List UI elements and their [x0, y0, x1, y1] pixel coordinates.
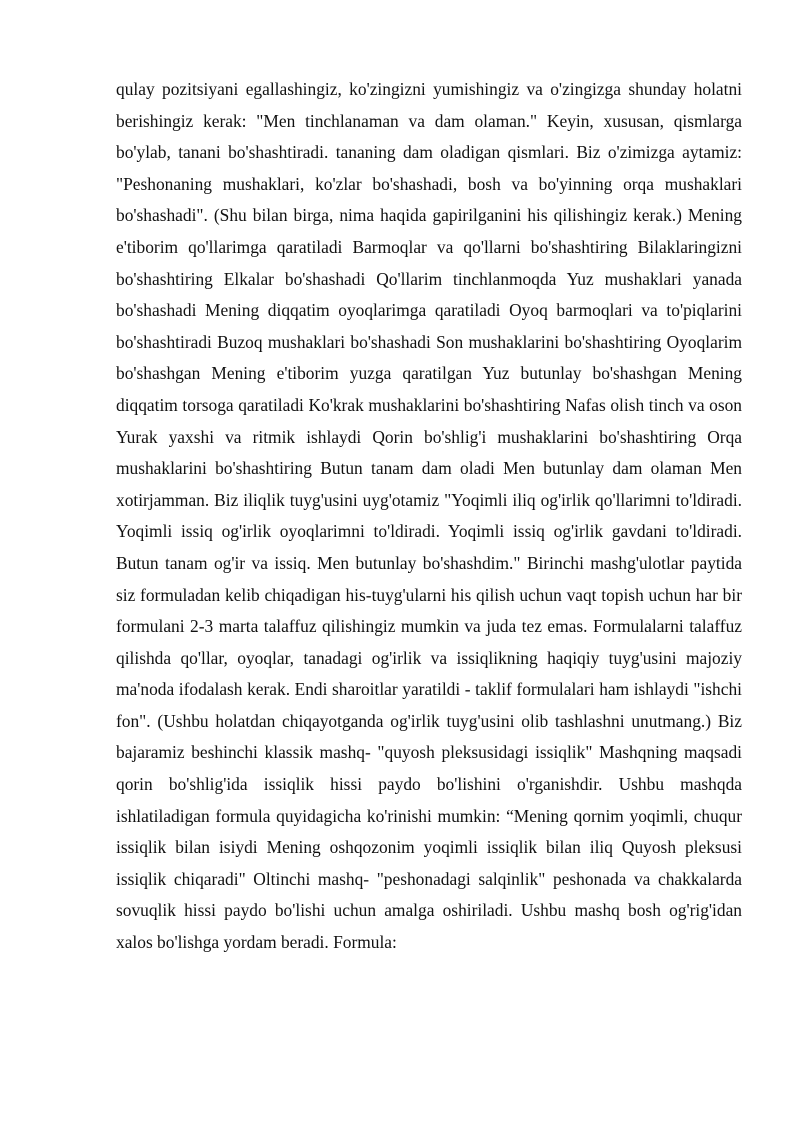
document-page: [116, 74, 742, 959]
body-paragraph: qulay pozitsiyani egallashingiz, ko'zingizni yumishingiz va o'zingizga shunday holatni berishingiz kerak: "Men tinchlanaman va dam olaman." Keyin, xususan, qismlarga bo'ylab, tanani bo'shashtiradi. tananing dam oladigan qismlari. Biz o'zimizga aytamiz: "Peshonaning mushaklari, ko'zlar bo'shashadi, bosh va bo'yinning orqa mushaklari bo'shashadi". (Shu bilan birga, nima haqida gapirilganini his qilishingiz kerak.) Mening e'tiborim qo'llarimga qaratiladi Barmoqlar va qo'llarni bo'shashtiring Bilaklaringizni bo'shashtiring Elkalar bo'shashadi Qo'llarim tinchlanmoqda Yuz mushaklari yanada bo'shashadi Mening diqqatim oyoqlarimga qaratiladi Oyoq barmoqlari va to'piqlarini bo'shashtiradi Buzoq mushaklari bo'shashadi Son mushaklarini bo'shashtiring Oyoqlarim bo'shashgan Mening e'tiborim yuzga qaratilgan Yuz butunlay bo'shashgan Mening diqqatim torsoga qaratiladi Ko'krak mushaklarini bo'shashtiring Nafas olish tinch va oson Yurak yaxshi va ritmik ishlaydi Qorin bo'shlig'i mushaklarini bo'shashtiring Orqa mushaklarini bo'shashtiring Butun tanam dam oladi Men butunlay dam olaman Men xotirjamman. Biz iliqlik tuyg'usini uyg'otamiz "Yoqimli iliq og'irlik qo'llarimni to'ldiradi. Yoqimli issiq og'irlik oyoqlarimni to'ldiradi. Yoqimli issiq og'irlik gavdani to'ldiradi. Butun tanam og'ir va issiq. Men butunlay bo'shashdim." Birinchi mashg'ulotlar paytida siz formuladan kelib chiqadigan his-tuyg'ularni his qilish uchun vaqt topish uchun har bir formulani 2-3 marta talaffuz qilishingiz mumkin va juda tez emas. Formulalarni talaffuz qilishda qo'llar, oyoqlar, tanadagi og'irlik va issiqlikning haqiqiy tuyg'usini majoziy ma'noda ifodalash kerak. Endi sharoitlar yaratildi - taklif formulalari ham ishlaydi "ishchi fon". (Ushbu holatdan chiqayotganda og'irlik tuyg'usini olib tashlashni unutmang.) Biz bajaramiz beshinchi klassik mashq- "quyosh pleksusidagi issiqlik" Mashqning maqsadi qorin bo'shlig'ida issiqlik hissi paydo bo'lishini o'rganishdir. Ushbu mashqda ishlatiladigan formula quyidagicha ko'rinishi mumkin: “Mening qornim yoqimli, chuqur issiqlik bilan isiydi Mening oshqozonim yoqimli issiqlik bilan iliq Quyosh pleksusi issiqlik chiqaradi" Oltinchi mashq- "peshonadagi salqinlik" peshonada va chakkalarda sovuqlik hissi paydo bo'lishi uchun amalga oshiriladi. Ushbu mashq bosh og'rig'idan xalos bo'lishga yordam beradi. Formula:: [116, 79, 742, 953]
